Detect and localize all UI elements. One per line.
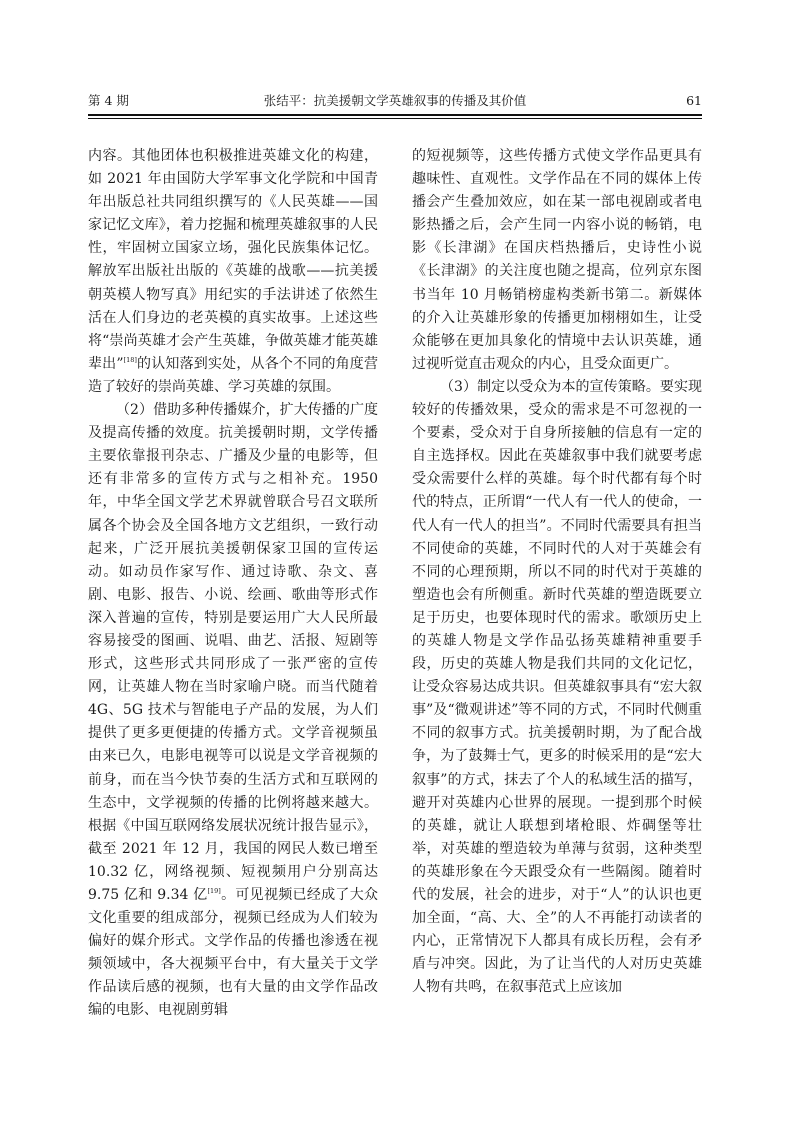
running-header bbox=[88, 92, 702, 110]
header-rule-thin bbox=[88, 118, 702, 119]
running-title: 张结平：抗美援朝文学英雄叙事的传播及其价值 bbox=[263, 93, 527, 108]
paragraph-media bbox=[88, 399, 378, 1023]
citation-ref: [18] bbox=[123, 355, 137, 364]
paragraph-text: 内容。其他团体也积极推进英雄文化的构建，如 2021 年由国防大学军事文化学院和中国青年出版总社共同组织撰写的《人民英雄——国家记忆文库》，着力挖掘和梳理英雄叙事的人民性，牢固树立国家立场，强化民族集体记忆。解放军出版社出版的《英雄的战歌——抗美援朝英模人物写真》用纪实的手法讲述了依然生活在人们身边的老英模的真实故事。上述这些将“崇尚英雄才会产生英雄，争做英雄才能英雄辈出” bbox=[88, 148, 378, 372]
page-number: 61 bbox=[686, 93, 702, 108]
paragraph-text: （2）借助多种传播媒介，扩大传播的广度及提高传播的效度。抗美援朝时期，文学传播主要依靠报刊杂志、广播及少量的电影等，但还有非常多的宣传方式与之相补充。1950 年，中华全国文学艺术界就曾联合号召文联所属各个协会及全国各地方文艺组织，一致行动起来，广泛开展抗美援朝保家卫国的宣传运动。如动员作家写作、通过诗歌、杂文、喜剧、电影、报告、小说、绘画、歌曲等形式作深入普遍的宣传，特别是要运用广大人民所最容易接受的图画、说唱、曲艺、活报、短剧等形式，这些形式共同形成了一张严密的宣传网，让英雄人物在当时家喻户晓。而当代随着 4G、5G 技术与智能电子产品的发展，为人们提供了更多更便捷的传播方式。文学音视频虽由来已久，电影电视等可以说是文学音视频的前身，而在当今快节奏的生活方式和互联网的生态中，文学视频的传播的比例将越来越大。根据《中国互联网络发展状况统计报告显示》，截至 2021 年 12 月，我国的网民人数已增至 10.32 亿，网络视频、短视频用户分别高达 9.75 亿和 9.34 亿 bbox=[88, 402, 378, 903]
citation-ref: [19] bbox=[207, 887, 221, 895]
left-column bbox=[88, 145, 378, 1110]
header-rule-thick bbox=[88, 114, 702, 116]
paragraph-continued: 的短视频等，这些传播方式使文学作品更具有趣味性、直观性。文学作品在不同的媒体上传播会产生叠加效应，如在某一部电视剧或者电影热播之后，会产生同一内容小说的畅销，电影《长津湖》在国庆档热播后，史诗性小说《长津湖》的关注度也随之提高，位列京东图书当年 10 月畅销榜虚构类新书第二。新媒体的介入让英雄形象的传播更加栩栩如生，让受众能够在更加具象化的情境中去认识英雄，通过视听觉直击观众的内心，且受众面更广。 bbox=[412, 148, 702, 372]
paragraph-text-tail: 。可见视频已经成了大众文化重要的组成部分，视频已经成为人们较为偏好的媒介形式。文学作品的传播也渗透在视频领域中，各大视频平台中，有大量关于文学作品读后感的视频，也有大量的由文学作品改编的电影、电视剧剪辑 bbox=[88, 887, 378, 1019]
right-column bbox=[412, 145, 702, 1110]
paragraph-audience: （3）制定以受众为本的宣传策略。要实现较好的传播效果，受众的需求是不可忽视的一个要素，受众对于自身所接触的信息有一定的自主选择权。因此在英雄叙事中我们就要考虑受众需要什么样的英雄。每个时代都有每个时代的特点，正所谓“一代人有一代人的使命，一代人有一代人的担当”。不同时代需要具有担当不同使命的英雄，不同时代的人对于英雄会有不同的心理预期，所以不同的时代对于英雄的塑造也会有所侧重。新时代英雄的塑造既要立足于历史，也要体现时代的需求。歌颂历史上的英雄人物是文学作品弘扬英雄精神重要手段，历史的英雄人物是我们共同的文化记忆，让受众容易达成共识。但英雄叙事具有“宏大叙事”及“微观讲述”等不同的方式，不同时代侧重不同的叙事方式。抗美援朝时期，为了配合战争，为了鼓舞士气，更多的时候采用的是“宏大叙事”的方式，抹去了个人的私域生活的描写，避开对英雄内心世界的展现。一提到那个时候的英雄，就让人联想到堵枪眼、炸碉堡等壮举，对英雄的塑造较为单薄与贫弱，这种类型的英雄形象在今天跟受众有一些隔阂。随着时代的发展，社会的进步，对于“人”的认识也更加全面，“高、大、全”的人不再能打动读者的内心，正常情况下人都具有成长历程，会有矛盾与冲突。因此，为了让当代的人对历史英雄人物有共鸣，在叙事范式上应该加 bbox=[412, 378, 702, 996]
issue-number: 第 4 期 bbox=[88, 93, 129, 108]
paragraph-continued bbox=[88, 145, 378, 399]
paragraph-text-tail: 的认知落到实处，从各个不同的角度营造了较好的崇尚英雄、学习英雄的氛围。 bbox=[88, 355, 378, 395]
